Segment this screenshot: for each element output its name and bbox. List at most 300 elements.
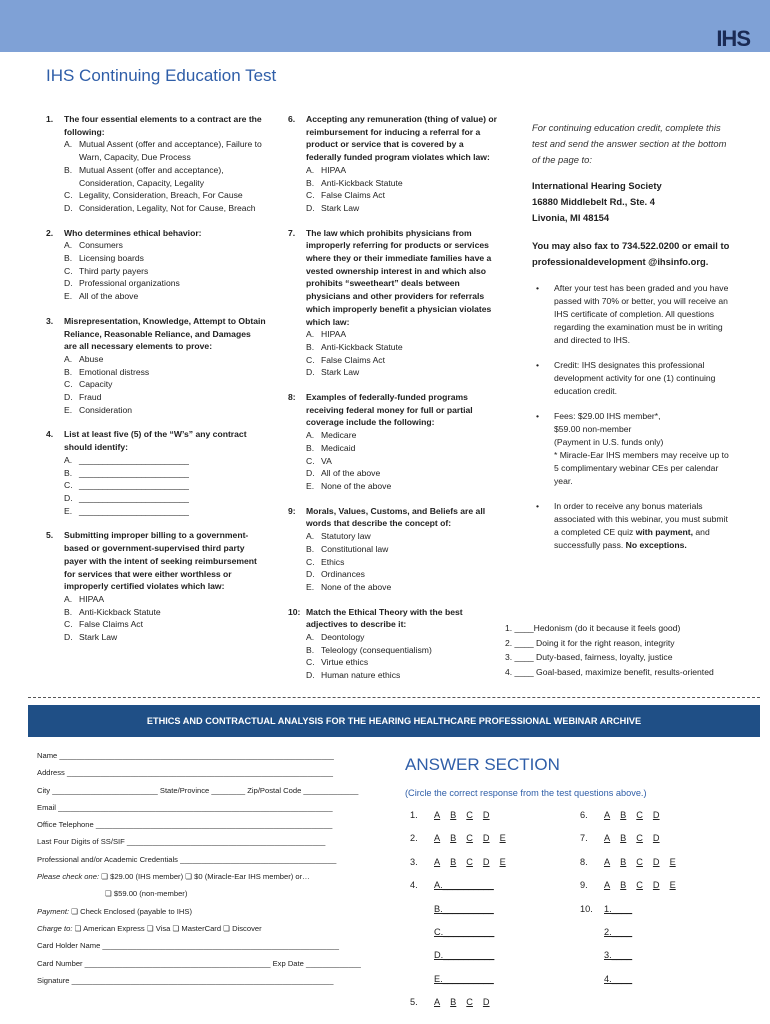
- option-text: Abuse: [79, 353, 104, 364]
- webinar-banner: ETHICS AND CONTRACTUAL ANALYSIS FOR THE HEARING HEALTHCARE PROFESSIONAL WEBINAR ARCHIVE: [28, 705, 760, 737]
- fees-line: $59.00 non-member: [554, 424, 632, 434]
- answer-choice[interactable]: E: [499, 833, 506, 844]
- option-letter: A.: [306, 164, 315, 175]
- option-text: HIPAA: [79, 593, 105, 604]
- option-letter: B.: [306, 543, 315, 554]
- payment-label: Payment:: [37, 906, 70, 916]
- question-text: The four essential elements to a contract are the following:: [64, 114, 262, 137]
- answer-option: [46, 277, 266, 290]
- question-header: [288, 505, 500, 530]
- answer-option: [288, 429, 500, 442]
- question: [288, 606, 500, 682]
- answer-option: [46, 631, 266, 644]
- bullet-dot-icon: •: [536, 501, 540, 511]
- answer-option: [288, 644, 500, 657]
- bullet-text-part: and successfully pass.: [554, 527, 710, 550]
- answer-choice[interactable]: B: [450, 997, 457, 1008]
- question-header: [46, 113, 266, 138]
- question-number: 10:: [288, 606, 301, 617]
- email-field[interactable]: Email _________________________________________________________________: [37, 802, 333, 812]
- answer-row: [410, 997, 516, 1020]
- answer-option: [46, 202, 266, 215]
- option-text: _______________________: [79, 492, 189, 503]
- answer-row: [580, 880, 686, 903]
- answer-row: [410, 927, 516, 950]
- option-text: Ethics: [321, 556, 345, 567]
- fees-text: [554, 410, 732, 488]
- answer-choice[interactable]: E: [669, 880, 676, 891]
- question-number: 6.: [288, 114, 296, 124]
- answer-choice[interactable]: D: [482, 856, 490, 867]
- answer-row: [410, 974, 516, 997]
- bullet-dot-icon: •: [536, 283, 540, 293]
- option-text: False Claims Act: [79, 619, 143, 630]
- answer-row: [410, 904, 516, 927]
- answer-choice[interactable]: B: [450, 856, 457, 867]
- option-text: All of the above: [321, 468, 381, 479]
- answer-option: [288, 543, 500, 556]
- answer-choice[interactable]: D: [652, 880, 660, 891]
- question-text: Accepting any remuneration (thing of value) or reimbursement for inducing a referral for a product or service that is covered by a federally funded program violates which law:: [306, 114, 497, 163]
- option-text: Fraud: [79, 392, 102, 403]
- answer-option: [46, 265, 266, 278]
- question-text: Examples of federally-funded programs receiving federal money for full or partial coverage include the following:: [306, 392, 473, 428]
- option-letter: B.: [306, 442, 315, 453]
- option-letter: B.: [64, 164, 73, 175]
- question-header: [288, 391, 500, 429]
- option-text: None of the above: [321, 581, 392, 592]
- option-text: Licensing boards: [79, 253, 144, 264]
- match-item: 3. ____ Duty-based, fairness, loyalty, justice: [505, 652, 673, 663]
- option-letter: E.: [306, 581, 315, 592]
- answer-choice[interactable]: A: [604, 880, 611, 891]
- answer-blank[interactable]: B.__________: [434, 903, 494, 914]
- question-header: [288, 113, 500, 164]
- registration-form: [37, 751, 382, 993]
- answer-choice[interactable]: C: [636, 833, 643, 844]
- question: [46, 529, 266, 643]
- answer-choice[interactable]: C: [636, 810, 643, 820]
- answer-choice[interactable]: E: [499, 856, 506, 867]
- option-letter: B.: [64, 253, 73, 264]
- answer-choice[interactable]: C: [466, 997, 473, 1008]
- option-text: Medicare: [321, 430, 357, 441]
- address-field[interactable]: Address _______________________________________________________________: [37, 768, 334, 778]
- answer-option: [46, 479, 266, 492]
- option-letter: D.: [64, 202, 73, 213]
- match-item: 4. ____ Goal-based, maximize benefit, results-oriented: [505, 666, 714, 677]
- option-letter: B.: [306, 177, 315, 188]
- option-text: Constitutional law: [321, 543, 389, 554]
- check-label: Please check one:: [37, 872, 100, 882]
- ssn-field[interactable]: Last Four Digits of SS/SIF _______________________________________________: [37, 837, 326, 847]
- answer-option: [46, 164, 266, 189]
- answer-blank[interactable]: 4.____: [604, 973, 633, 984]
- bullet-text: [554, 500, 732, 552]
- option-letter: C.: [64, 619, 73, 630]
- option-text: Human nature ethics: [321, 670, 401, 681]
- match-item: 1. ____Hedonism (do it because it feels good): [505, 623, 681, 633]
- answer-number: 10.: [580, 903, 593, 914]
- bullet-dot-icon: •: [536, 411, 540, 421]
- address-line: Livonia, MI 48154: [532, 212, 610, 223]
- answer-option: [288, 631, 500, 644]
- option-text: _______________________: [79, 454, 189, 465]
- answer-choice[interactable]: A: [434, 997, 441, 1008]
- question: [46, 227, 266, 303]
- answer-blank[interactable]: E.__________: [434, 973, 494, 984]
- option-letter: B.: [306, 341, 315, 352]
- answer-blank[interactable]: C.__________: [434, 926, 495, 937]
- answer-number: 7.: [580, 833, 588, 844]
- answer-option: [288, 669, 500, 682]
- option-letter: B.: [306, 644, 315, 655]
- option-text: HIPAA: [321, 164, 347, 175]
- option-letter: D.: [306, 468, 315, 479]
- answer-option: [46, 606, 266, 619]
- answer-blank[interactable]: 3.____: [604, 950, 633, 961]
- question: [46, 428, 266, 517]
- bullet-item: [532, 410, 732, 488]
- answer-option: [288, 164, 500, 177]
- answer-option: [288, 442, 500, 455]
- option-letter: C.: [306, 556, 315, 567]
- answer-option: [288, 455, 500, 468]
- bullet-item: [532, 282, 732, 347]
- answer-option: [46, 189, 266, 202]
- option-letter: C.: [306, 657, 315, 668]
- answer-row: [410, 950, 516, 973]
- ethics-theory-match-list: [505, 621, 714, 679]
- header-bar: [0, 0, 770, 52]
- signature-field[interactable]: Signature ______________________________________________________________: [37, 975, 334, 985]
- option-text: Capacity: [79, 379, 113, 390]
- card-number-field[interactable]: Card Number ____________________________________________ Exp Date _____________: [37, 958, 361, 968]
- address-line: 16880 Middlebelt Rd., Ste. 4: [532, 196, 655, 207]
- option-letter: A.: [306, 632, 315, 643]
- bullet-text-bold: with payment,: [635, 527, 693, 537]
- fees-line: * Miracle-Ear IHS members may receive up to 5 complimentary webinar CEs per calendar year.: [554, 450, 729, 486]
- question-number: 3.: [46, 315, 54, 326]
- bullet-text-part: In order to receive any bonus materials associated with this webinar, you must submit a completed CE quiz: [554, 501, 728, 537]
- instructions-sidebar: [532, 120, 732, 552]
- option-text: Mutual Assent (offer and acceptance), Failure to Warn, Capacity, Due Process: [79, 139, 262, 163]
- answer-number: 9.: [580, 880, 588, 891]
- option-text: Mutual Assent (offer and acceptance), Consideration, Capacity, Legality: [79, 164, 224, 188]
- answer-choice[interactable]: A: [434, 833, 441, 844]
- option-text: Anti-Kickback Statute: [321, 177, 403, 188]
- answer-choice[interactable]: A: [604, 856, 611, 867]
- bullet-text-bold: No exceptions.: [625, 540, 687, 550]
- name-field[interactable]: Name _________________________________________________________________: [37, 751, 334, 760]
- option-letter: D.: [64, 278, 73, 289]
- answer-choice[interactable]: D: [482, 810, 490, 820]
- match-item: 2. ____ Doing it for the right reason, integrity: [505, 637, 675, 648]
- bullet-text: Credit: IHS designates this professional development activity for one (1) continuing education credit.: [554, 360, 716, 396]
- answer-choice[interactable]: A: [434, 810, 441, 820]
- answer-choice[interactable]: C: [466, 856, 473, 867]
- answer-choice[interactable]: A: [604, 833, 611, 844]
- fees-line: (Payment in U.S. funds only): [554, 437, 664, 447]
- answer-option: [288, 366, 500, 379]
- card-holder-field[interactable]: Card Holder Name ________________________________________________________: [37, 941, 339, 951]
- option-text: Ordinances: [321, 569, 365, 580]
- answer-choice[interactable]: C: [466, 810, 473, 820]
- answer-choice[interactable]: D: [652, 856, 660, 867]
- bullet-text: After your test has been graded and you have passed with 70% or better, you will receive an IHS certificate of completion. All questions regarding the examination must be in writing and directed to IHS.: [554, 283, 729, 345]
- answer-blank[interactable]: D.__________: [434, 950, 495, 961]
- question-text: The law which prohibits physicians from improperly referring for products or services where they or their immediate families have a vested ownership interest in and which also prohibits “sweetheart” deals between physicians and other providers for referrals which improperly benefit a physician violates which law:: [306, 227, 492, 327]
- answer-choice[interactable]: D: [482, 997, 490, 1008]
- answer-row: [580, 810, 686, 833]
- option-text: Statutory law: [321, 531, 371, 542]
- question-header: [46, 428, 266, 453]
- option-letter: E.: [306, 480, 315, 491]
- instructions-intro: For continuing education credit, complete this test and send the answer section at the bottom of the page to:: [532, 122, 727, 165]
- answer-number: 8.: [580, 856, 588, 867]
- answer-row: [580, 904, 686, 927]
- option-letter: C.: [64, 379, 73, 390]
- option-text: Anti-Kickback Statute: [79, 606, 161, 617]
- option-letter: A.: [64, 240, 73, 251]
- question-number: 4.: [46, 429, 54, 440]
- answer-choice[interactable]: D: [652, 810, 660, 820]
- question-header: [46, 315, 266, 353]
- answer-option: [46, 366, 266, 379]
- answer-blank[interactable]: 2.____: [604, 926, 633, 937]
- answer-option: [46, 593, 266, 606]
- question: [46, 315, 266, 417]
- option-letter: C.: [306, 354, 315, 365]
- option-letter: A.: [64, 139, 73, 150]
- option-letter: D.: [64, 632, 73, 643]
- answer-option: [288, 581, 500, 594]
- answer-option: [288, 556, 500, 569]
- fees-line: Fees: $29.00 IHS member*,: [554, 411, 661, 421]
- answer-choice[interactable]: C: [636, 880, 643, 891]
- address-line: International Hearing Society: [532, 180, 662, 191]
- question-header: [288, 227, 500, 329]
- answer-number: 2.: [410, 833, 418, 844]
- answer-option: [46, 404, 266, 417]
- option-letter: E.: [64, 505, 73, 516]
- question: [46, 113, 266, 215]
- option-letter: D.: [64, 492, 73, 503]
- answer-option: [46, 454, 266, 467]
- option-text: Emotional distress: [79, 366, 150, 377]
- charge-options[interactable]: [37, 924, 382, 941]
- answer-option: [288, 189, 500, 202]
- question-number: 7.: [288, 227, 296, 238]
- payment-options[interactable]: [37, 907, 382, 924]
- question: [288, 113, 500, 215]
- option-letter: D.: [306, 367, 315, 378]
- option-letter: D.: [306, 670, 315, 681]
- cut-line-divider: [28, 697, 760, 698]
- office-telephone-field[interactable]: Office Telephone ________________________________________________________: [37, 820, 333, 830]
- answer-section-title: ANSWER SECTION: [405, 755, 560, 774]
- answer-row: [580, 927, 686, 950]
- answer-row: [410, 833, 516, 856]
- answer-choice[interactable]: B: [620, 856, 627, 867]
- answer-column-right: [580, 810, 686, 997]
- answer-number: 1.: [410, 810, 418, 820]
- question-text: Submitting improper billing to a government-based or government-supervised third party payer with the intent of seeking reimbursement for services that were either worthless or improperly certified violates which law:: [64, 530, 257, 592]
- answer-blank[interactable]: A.__________: [434, 880, 494, 891]
- answer-row: [580, 974, 686, 997]
- question-text: Who determines ethical behavior:: [64, 227, 202, 238]
- option-text: Deontology: [321, 632, 365, 643]
- question-number: 8:: [288, 392, 296, 403]
- answer-blank[interactable]: 1.____: [604, 903, 633, 914]
- answer-option: [46, 391, 266, 404]
- question: [288, 391, 500, 493]
- answer-choice[interactable]: A: [434, 856, 441, 867]
- answer-section-subtitle: (Circle the correct response from the test questions above.): [405, 788, 647, 798]
- option-letter: A.: [64, 593, 73, 604]
- option-letter: C.: [64, 190, 73, 201]
- question-number: 2.: [46, 227, 54, 238]
- answer-choice[interactable]: E: [669, 856, 676, 867]
- option-letter: D.: [306, 202, 315, 213]
- option-letter: D.: [306, 569, 315, 580]
- option-letter: B.: [64, 366, 73, 377]
- answer-option: [46, 618, 266, 631]
- bullet-item: [532, 359, 732, 398]
- question-header: [46, 227, 266, 240]
- option-text: Legality, Consideration, Breach, For Cause: [79, 190, 243, 201]
- option-letter: A.: [306, 531, 315, 542]
- page-title: IHS Continuing Education Test: [46, 66, 277, 85]
- membership-options[interactable]: [37, 872, 382, 889]
- answer-option: [288, 467, 500, 480]
- answer-option: [46, 353, 266, 366]
- answer-number: 6.: [580, 810, 588, 820]
- answer-option: [288, 328, 500, 341]
- option-text: Consideration: [79, 404, 133, 415]
- charge-label: Charge to:: [37, 923, 73, 933]
- question-text: Morals, Values, Customs, and Beliefs are all words that describe the concept of:: [306, 505, 486, 529]
- question: [288, 505, 500, 594]
- option-text: Virtue ethics: [321, 657, 369, 668]
- answer-option: [288, 568, 500, 581]
- answer-option: [288, 341, 500, 354]
- answer-choice[interactable]: A: [604, 810, 611, 820]
- option-text: All of the above: [79, 291, 139, 302]
- bullet-dot-icon: •: [536, 360, 540, 370]
- answer-choice[interactable]: D: [652, 833, 660, 844]
- answer-option: [288, 202, 500, 215]
- question-number: 9:: [288, 505, 296, 516]
- question-number: 1.: [46, 114, 54, 124]
- answer-row: [580, 950, 686, 973]
- question-text: Misrepresentation, Knowledge, Attempt to Obtain Reliance, Reasonable Reliance, and Damages are all necessary elements to prove:: [64, 315, 266, 352]
- option-letter: C.: [64, 265, 73, 276]
- option-text: False Claims Act: [321, 190, 385, 201]
- option-letter: A.: [64, 353, 73, 364]
- option-letter: E.: [64, 291, 73, 302]
- question-header: [288, 606, 500, 631]
- option-letter: C.: [306, 455, 315, 466]
- answer-option: [46, 239, 266, 252]
- answer-column-left: [410, 810, 516, 1021]
- check-enclosed-checkbox[interactable]: ❏ Check Enclosed (payable to IHS): [71, 906, 192, 916]
- mailing-address: [532, 178, 732, 226]
- option-text: HIPAA: [321, 329, 347, 340]
- answer-number: 4.: [410, 880, 418, 891]
- answer-option: [288, 530, 500, 543]
- option-text: False Claims Act: [321, 354, 385, 365]
- question: [288, 227, 500, 379]
- option-letter: A.: [306, 329, 315, 340]
- answer-option: [46, 492, 266, 505]
- answer-number: 3.: [410, 856, 418, 867]
- option-text: Consideration, Legality, Not for Cause, Breach: [79, 202, 256, 213]
- answer-row: [410, 857, 516, 880]
- answer-option: [46, 467, 266, 480]
- answer-choice[interactable]: B: [450, 810, 457, 820]
- option-letter: D.: [64, 392, 73, 403]
- option-letter: B.: [64, 467, 73, 478]
- answer-option: [46, 252, 266, 265]
- option-text: Consumers: [79, 240, 123, 251]
- option-letter: A.: [64, 454, 73, 465]
- card-type-checkboxes[interactable]: ❏ American Express ❏ Visa ❏ MasterCard ❏ Discover: [74, 923, 262, 933]
- option-letter: B.: [64, 606, 73, 617]
- option-text: Professional organizations: [79, 278, 180, 289]
- answer-option: [288, 656, 500, 669]
- answer-choice[interactable]: B: [620, 833, 627, 844]
- city-state-zip-field[interactable]: City _________________________ State/Province ________ Zip/Postal Code _____________: [37, 785, 359, 795]
- option-text: Anti-Kickback Statute: [321, 341, 403, 352]
- option-letter: C.: [64, 480, 73, 491]
- option-text: Stark Law: [79, 632, 118, 643]
- answer-row: [410, 880, 516, 903]
- option-text: None of the above: [321, 480, 392, 491]
- answer-option: [288, 480, 500, 493]
- option-text: VA: [321, 455, 332, 466]
- fax-email-info: You may also fax to 734.522.0200 or email to professionaldevelopment @ihsinfo.org.: [532, 240, 730, 267]
- option-text: _______________________: [79, 467, 189, 478]
- questions-left-column: [46, 113, 266, 656]
- answer-option: [46, 378, 266, 391]
- option-text: _______________________: [79, 480, 189, 491]
- answer-choice[interactable]: C: [466, 833, 473, 844]
- question-header: [46, 529, 266, 593]
- answer-choice[interactable]: B: [450, 833, 457, 844]
- answer-option: [288, 354, 500, 367]
- option-text: Medicaid: [321, 442, 356, 453]
- ihs-logo: IHS: [716, 26, 750, 51]
- answer-option: [46, 505, 266, 518]
- answer-choice[interactable]: C: [636, 856, 643, 867]
- nonmember-checkbox[interactable]: ❏ $59.00 (non-member): [105, 889, 188, 899]
- option-text: Third party payers: [79, 265, 149, 276]
- question-text: Match the Ethical Theory with the best adjectives to describe it:: [306, 606, 463, 630]
- answer-option: [46, 290, 266, 303]
- answer-choice[interactable]: B: [620, 880, 627, 891]
- option-letter: A.: [306, 430, 315, 441]
- credentials-field[interactable]: Professional and/or Academic Credentials _____________________________________: [37, 854, 337, 864]
- option-text: Teleology (consequentialism): [321, 644, 432, 655]
- answer-row: [410, 810, 516, 833]
- answer-option: [288, 177, 500, 190]
- membership-checkboxes[interactable]: ❏ $29.00 (IHS member) ❏ $0 (Miracle-Ear IHS member) or…: [101, 872, 310, 882]
- answer-choice[interactable]: B: [620, 810, 627, 820]
- bullet-item: [532, 500, 732, 552]
- answer-choice[interactable]: D: [482, 833, 490, 844]
- question-text: List at least five (5) of the “W’s” any contract should identify:: [64, 429, 247, 453]
